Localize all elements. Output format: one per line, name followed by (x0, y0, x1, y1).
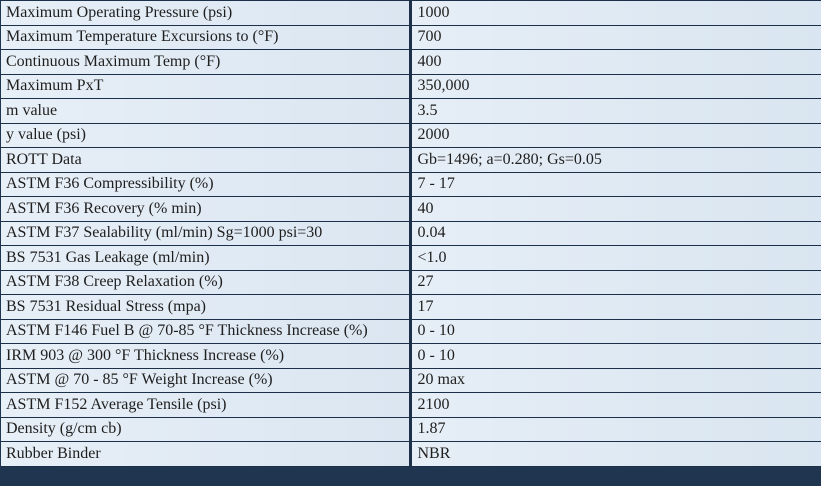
value-cell: 1000 (410, 1, 821, 26)
table-row (1, 270, 821, 295)
table-row (1, 99, 821, 124)
property-cell: Maximum PxT (1, 74, 410, 99)
property-cell: Density (g/cm cb) (1, 417, 410, 442)
table-row (1, 246, 821, 271)
value-cell: 350,000 (410, 74, 821, 99)
property-cell: y value (psi) (1, 123, 410, 148)
property-cell: Maximum Operating Pressure (psi) (1, 1, 410, 26)
value-cell: 27 (410, 270, 821, 295)
property-cell: ASTM @ 70 - 85 °F Weight Increase (%) (1, 368, 410, 393)
property-cell: ASTM F38 Creep Relaxation (%) (1, 270, 410, 295)
table-row (1, 25, 821, 50)
value-cell: 0 - 10 (410, 344, 821, 369)
property-cell: IRM 903 @ 300 °F Thickness Increase (%) (1, 344, 410, 369)
value-cell: 20 max (410, 368, 821, 393)
table-row (1, 417, 821, 442)
table-row (1, 393, 821, 418)
property-cell: Continuous Maximum Temp (°F) (1, 50, 410, 75)
value-cell: Gb=1496; a=0.280; Gs=0.05 (410, 148, 821, 173)
value-cell: <1.0 (410, 246, 821, 271)
value-cell: 3.5 (410, 99, 821, 124)
property-cell: Rubber Binder (1, 442, 410, 467)
table-row (1, 123, 821, 148)
property-cell: ASTM F36 Compressibility (%) (1, 172, 410, 197)
value-cell: 7 - 17 (410, 172, 821, 197)
table-row (1, 295, 821, 320)
table-row (1, 368, 821, 393)
property-cell: ASTM F146 Fuel B @ 70-85 °F Thickness Increase (%) (1, 319, 410, 344)
table-row (1, 319, 821, 344)
property-cell: ASTM F37 Sealability (ml/min) Sg=1000 psi=30 (1, 221, 410, 246)
table-row (1, 442, 821, 467)
property-cell: ROTT Data (1, 148, 410, 173)
property-cell: Maximum Temperature Excursions to (°F) (1, 25, 410, 50)
table-row (1, 221, 821, 246)
table-row (1, 50, 821, 75)
property-cell: m value (1, 99, 410, 124)
table-row (1, 1, 821, 26)
value-cell: 0.04 (410, 221, 821, 246)
table-row (1, 148, 821, 173)
table-row (1, 172, 821, 197)
value-cell: 0 - 10 (410, 319, 821, 344)
spec-table-container (1, 0, 821, 486)
value-cell: 2100 (410, 393, 821, 418)
property-cell: ASTM F152 Average Tensile (psi) (1, 393, 410, 418)
value-cell: 17 (410, 295, 821, 320)
table-row (1, 344, 821, 369)
table-row (1, 74, 821, 99)
table-row (1, 197, 821, 222)
value-cell: 40 (410, 197, 821, 222)
property-cell: BS 7531 Residual Stress (mpa) (1, 295, 410, 320)
value-cell: NBR (410, 442, 821, 467)
property-cell: ASTM F36 Recovery (% min) (1, 197, 410, 222)
value-cell: 700 (410, 25, 821, 50)
value-cell: 2000 (410, 123, 821, 148)
value-cell: 400 (410, 50, 821, 75)
value-cell: 1.87 (410, 417, 821, 442)
spec-table (1, 0, 821, 467)
property-cell: BS 7531 Gas Leakage (ml/min) (1, 246, 410, 271)
